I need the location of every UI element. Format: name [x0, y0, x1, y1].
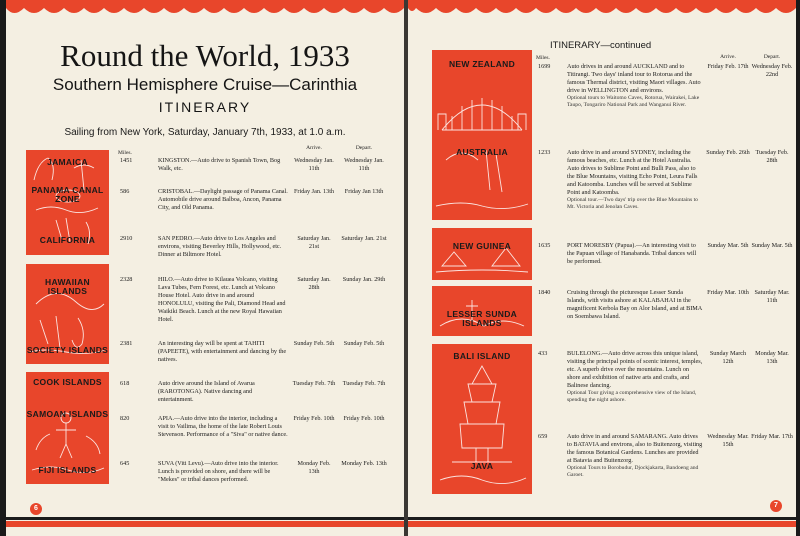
row-miles: 1451	[120, 157, 133, 164]
row-arrive: Sunday March 12th	[709, 350, 747, 365]
row-description: SUVA (Viti Levu).—Auto drive into the interior. Lunch is provided on shore, and there will be "Mekes" or tribal dances performed.	[158, 460, 279, 483]
row-arrive: Wednesday Jan. 11th	[294, 157, 334, 172]
illustration-harbour-bridge-icon	[432, 50, 532, 220]
row-arrive: Friday Feb. 17th	[707, 63, 749, 70]
right-page	[408, 0, 796, 536]
illustration-panel-bali-java	[432, 344, 532, 494]
row-text: Auto drive in and around SAMARANG. Auto drives to BATAVIA and environs, also to Buitenzorg, visiting the famous Botanical Gardens. Lunches are provided at Batavia and Buitenzorg.	[567, 433, 703, 464]
row-description	[567, 433, 703, 479]
sailing-info: Sailing from New York, Saturday, January 7th, 1933, at 1.0 a.m.	[64, 127, 346, 138]
row-depart: Friday Jan 13th	[344, 188, 384, 195]
illustration-village-icon	[432, 228, 532, 280]
panel-label-australia: AUSTRALIA	[456, 147, 508, 157]
arrive-header: Arrive.	[720, 54, 736, 60]
panel-label-society-islands: SOCIETY ISLANDS	[26, 345, 109, 355]
row-arrive: Friday Mar. 10th	[707, 289, 749, 296]
itinerary-heading: ITINERARY	[158, 99, 252, 115]
miles-header: Miles.	[118, 150, 132, 156]
panel-label-cook-islands: COOK ISLANDS	[33, 377, 102, 387]
row-miles: 1699	[538, 63, 551, 70]
illustration-panel-lesser-sunda	[432, 286, 532, 336]
row-miles: 1635	[538, 242, 551, 249]
panel-label-lesser-sunda: LESSER SUNDA ISLANDS	[446, 309, 518, 329]
row-miles: 1233	[538, 149, 551, 156]
panel-label-jamaica: JAMAICA	[47, 157, 88, 167]
scallop-border-top-left	[6, 0, 404, 22]
row-text: Auto drive in and around SYDNEY, including the famous beaches, etc. Lunch at the Hotel Australia. Auto drives to Sublime Point and Bulli Pass, also to the Blue Mountains, visiting Echo Point, Leura Falls and Katoomba. Lunches will be served at Sublime Point and Katoomba.	[567, 149, 698, 196]
row-description: PORT MORESBY (Papua).—An interesting visit to the Papuan village of Hanabanda. Tribal dances will be performed.	[567, 242, 697, 265]
row-miles: 2328	[120, 276, 133, 283]
row-depart: Friday Mar. 17th	[751, 433, 793, 440]
panel-label-hawaiian-islands: HAWAIIAN ISLANDS	[45, 277, 90, 297]
row-miles: 1840	[538, 289, 551, 296]
row-miles: 645	[120, 460, 130, 467]
row-description: HILO.—Auto drive to Kilauea Volcano, visiting Lava Tubes, Fern Forest, etc. Lunch at Volcano House Hotel. Auto drive in and around HONOLULU, visiting the Pali, Diamond Head and Waikiki Beach. Lunch at the new Royal Hawaiian Hotel.	[158, 276, 286, 323]
row-depart: Sunday Mar. 5th	[751, 242, 793, 249]
row-arrive: Tuesday Feb. 7th	[292, 380, 336, 387]
row-optional: Optional tour.—Two days' trip over the Blue Mountains to Mt. Victoria and Jenolan Caves.	[567, 196, 698, 210]
illustration-panel-new-guinea	[432, 228, 532, 280]
illustration-panel-jamaica-panama-california	[26, 150, 109, 255]
row-miles: 659	[538, 433, 548, 440]
bottom-stripe-right	[408, 521, 796, 527]
page-number-left: 6	[30, 503, 42, 515]
panel-label-new-guinea: NEW GUINEA	[452, 241, 512, 251]
illustration-temple-icon	[432, 344, 532, 494]
row-description: An interesting day will be spent at TAHITI (PAPEETE), with entertainment and dancing by the natives.	[158, 340, 287, 363]
row-depart: Sunday Jan. 29th	[342, 276, 386, 283]
arrive-header: Arrive.	[306, 145, 322, 151]
row-miles: 820	[120, 415, 130, 422]
row-description: SAN PEDRO.—Auto drive to Los Angeles and environs, visiting Beverley Hills, Hollywood, etc. Dinner at Biltmore Hotel.	[158, 235, 282, 258]
row-depart: Monday Mar. 13th	[755, 350, 789, 365]
illustration-panel-newzealand-australia	[432, 50, 532, 220]
row-description: APIA.—Auto drive into the interior, including a visit to Vailima, the home of the late Robert Louis Stevenson. Performance of a "Siva" or native dance.	[158, 415, 288, 438]
row-optional: Optional tours to Waitomo Caves, Rotorua, Wairakei, Lake Taupo, Tongariro National Park and Wanganui River.	[567, 94, 700, 108]
scallop-border-top-right	[408, 0, 796, 22]
row-arrive: Monday Feb. 13th	[297, 460, 331, 475]
row-description: Cruising through the picturesque Lesser Sunda Islands, with visits ashore at KALABAHAI in the magnificent Kerbola Bay on Alor Island, and at BIMA on Soembawa Island.	[567, 289, 702, 320]
row-depart: Wednesday Feb. 22nd	[751, 63, 793, 78]
row-miles: 2910	[120, 235, 133, 242]
row-arrive: Friday Feb. 10th	[293, 415, 335, 422]
row-miles: 2381	[120, 340, 133, 347]
continued-heading: ITINERARY—continued	[550, 40, 652, 51]
left-page	[6, 0, 404, 536]
panel-label-bali-island: BALI ISLAND	[453, 351, 511, 361]
row-text: Auto drives in and around AUCKLAND and to Titirangi. Two days' inland tour to Rotorua and the famous Thermal district, visiting Maori villages. Auto drive in WELLINGTON and environs.	[567, 63, 701, 94]
row-description: KINGSTON.—Auto drive to Spanish Town, Bog Walk, etc.	[158, 157, 281, 172]
cruise-subtitle: Southern Hemisphere Cruise—Carinthia	[52, 75, 358, 94]
brochure-spread	[6, 0, 796, 536]
miles-header: Miles.	[536, 55, 550, 61]
panel-label-california: CALIFORNIA	[39, 235, 96, 245]
row-arrive: Friday Jan. 13th	[293, 188, 335, 195]
panel-label-panama: PANAMA CANAL ZONE	[31, 185, 104, 205]
row-arrive: Saturday Jan. 21st	[297, 235, 331, 250]
depart-header: Depart.	[763, 54, 781, 60]
row-arrive: Wednesday Mar. 15th	[707, 433, 749, 448]
panel-label-samoan-islands: SAMOAN ISLANDS	[26, 409, 109, 419]
row-miles: 586	[120, 188, 130, 195]
row-depart: Saturday Mar. 11th	[754, 289, 790, 304]
bottom-stripe-left	[6, 521, 404, 527]
row-optional: Optional Tour giving a comprehensive view of the Island, spending the night ashore.	[567, 389, 697, 403]
page-title: Round the World, 1933	[60, 38, 350, 73]
row-depart: Saturday Jan. 21st	[341, 235, 387, 242]
row-miles: 433	[538, 350, 548, 357]
row-description	[567, 149, 703, 211]
row-arrive: Sunday Mar. 5th	[707, 242, 749, 249]
row-depart: Sunday Feb. 5th	[343, 340, 385, 347]
panel-label-fiji-islands: FIJI ISLANDS	[38, 465, 97, 475]
row-depart: Tuesday Feb. 7th	[342, 380, 386, 387]
row-depart: Friday Feb. 10th	[343, 415, 385, 422]
row-miles: 618	[120, 380, 130, 387]
illustration-panel-hawaii-society	[26, 264, 109, 364]
panel-label-new-zealand: NEW ZEALAND	[448, 59, 516, 69]
row-text: BULELONG.—Auto drive across this unique island, visiting the principal points of scenic interest, temples, etc. A superb drive over the mountains. Lunch on shore and exhibition of native arts and crafts, and Balinese dancing.	[567, 350, 703, 389]
row-optional: Optional Tours to Borobudur, Djockjakarta, Bandoeng and Garoet.	[567, 464, 699, 478]
row-depart: Monday Feb. 13th	[341, 460, 387, 467]
row-description	[567, 350, 703, 404]
row-description	[567, 63, 703, 109]
bottom-rule-left	[6, 517, 404, 520]
bottom-rule-right	[408, 517, 796, 520]
row-description: CRISTOBAL.—Daylight passage of Panama Canal. Automobile drive around Balboa, Ancon, Panama City, and Old Panama.	[158, 188, 288, 211]
row-arrive: Sunday Feb. 5th	[293, 340, 335, 347]
panel-label-java: JAVA	[470, 461, 494, 471]
row-arrive: Sunday Feb. 26th	[706, 149, 750, 156]
row-depart: Tuesday Feb. 28th	[755, 149, 789, 164]
depart-header: Depart.	[355, 145, 373, 151]
illustration-panel-cook-samoa-fiji	[26, 372, 109, 484]
row-arrive: Saturday Jan. 28th	[297, 276, 331, 291]
row-description: Auto drive around the Island of Avarua (RAROTONGA). Native dancing and entertainment.	[158, 380, 255, 403]
page-number-right: 7	[770, 500, 782, 512]
row-depart: Wednesday Jan. 11th	[344, 157, 384, 172]
